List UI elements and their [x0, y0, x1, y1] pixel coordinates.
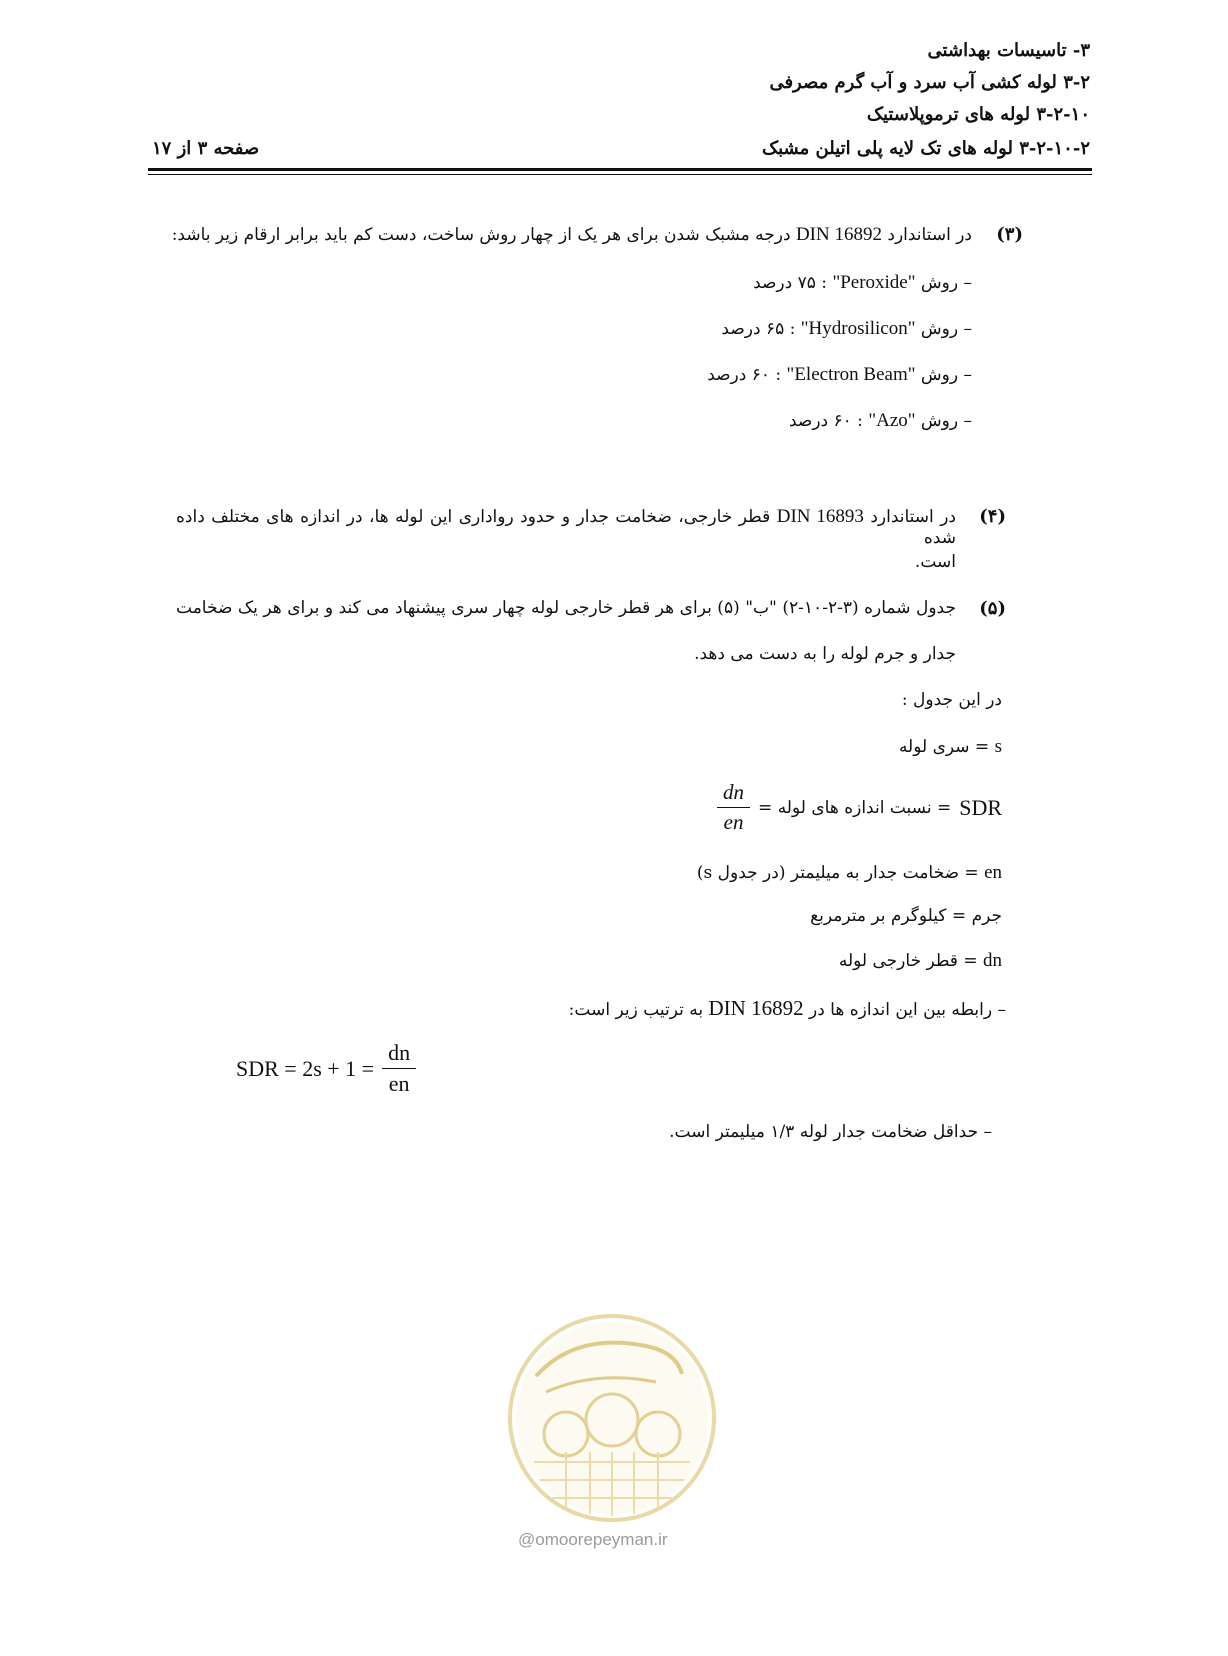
- def-s: s = سری لوله: [898, 736, 1002, 757]
- header-rule-thin: [148, 174, 1092, 175]
- def-mass: جرم = کیلوگرم بر مترمربع: [810, 906, 1002, 926]
- header-topic-title: ۳-۲-۱۰-۲ لوله های تک لایه پلی اتیلن مشبک: [762, 138, 1090, 159]
- watermark-url: @omoorepeyman.ir: [518, 1530, 668, 1549]
- item4-number: (۴): [979, 506, 1006, 527]
- item4-line1: در استاندارد DIN 16893 قطر خارجی، ضخامت جدار و حدود رواداری این لوله ها، در اندازه های مختلف داده شده: [176, 506, 957, 548]
- method-peroxide: – روش "Peroxide" : ۷۵ درصد: [753, 272, 972, 293]
- relation-text: – رابطه بین این اندازه ها در DIN 16892 به ترتیب زیر است:: [568, 996, 1006, 1020]
- item5-line2: جدار و جرم لوله را به دست می دهد.: [694, 644, 956, 664]
- item5-number: (۵): [979, 598, 1006, 619]
- sdr-formula: SDR = 2s + 1 = $\frac{dn}{en}$: [236, 1040, 416, 1097]
- sdr-fraction: $\frac{dn}{en}$: [717, 780, 750, 835]
- header-subsubsection-title: ۳-۲-۱۰ لوله های ترموپلاستیک: [866, 104, 1090, 125]
- def-en: en = ضخامت جدار به میلیمتر (در جدول s): [696, 862, 1002, 883]
- min-thickness-note: – حداقل ضخامت جدار لوله ۱/۳ میلیمتر است.: [669, 1122, 992, 1142]
- def-dn: dn = قطر خارجی لوله: [838, 950, 1002, 971]
- page-number: صفحه ۳ از ۱۷: [152, 138, 260, 159]
- item3-number: (۳): [996, 224, 1023, 245]
- method-hydrosilicon: – روش "Hydrosilicon" : ۶۵ درصد: [721, 318, 972, 339]
- item3-intro: در استاندارد DIN 16892 درجه مشبک شدن برای هر یک از چهار روش ساخت، دست کم باید برابر ارقام زیر باشد:: [171, 224, 972, 245]
- item5-line1: جدول شماره (۳-۲-۱۰-۲) "ب" (۵) برای هر قطر خارجی لوله چهار سری پیشنهاد می کند و برای هر یک ضخامت: [176, 598, 956, 618]
- method-electron-beam: – روش "Electron Beam" : ۶۰ درصد: [707, 364, 972, 385]
- header-section-title: ۳- تاسیسات بهداشتی: [927, 40, 1090, 61]
- header-rule-thick: [148, 168, 1092, 171]
- def-sdr: SDR = نسبت اندازه های لوله = $\frac{dn}{en}$: [717, 780, 1002, 835]
- item4-line2: است.: [914, 552, 956, 572]
- watermark-logo-icon: [506, 1312, 718, 1524]
- header-subsection-title: ۳-۲ لوله کشی آب سرد و آب گرم مصرفی: [769, 72, 1090, 93]
- table-intro: در این جدول :: [901, 690, 1002, 710]
- method-azo: – روش "Azo" : ۶۰ درصد: [788, 410, 972, 431]
